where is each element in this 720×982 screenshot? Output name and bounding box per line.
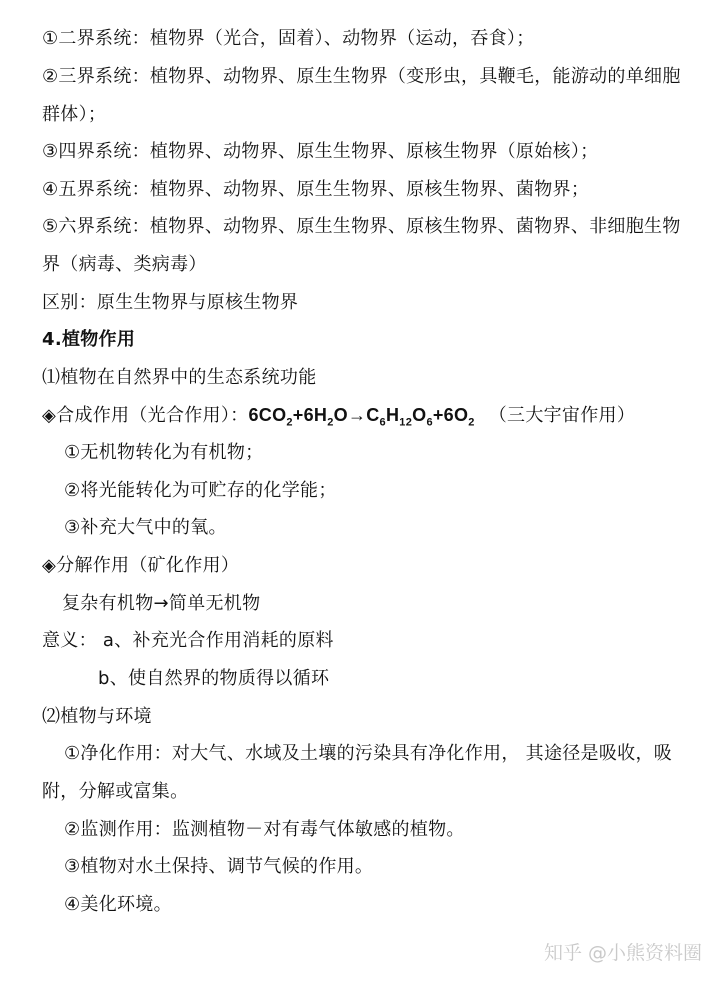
text-line: ①二界系统：植物界（光合，固着）、动物界（运动，吞食）； xyxy=(42,28,535,49)
list-item: ④美化环境。 xyxy=(64,894,172,915)
list-item: ②将光能转化为可贮存的化学能； xyxy=(64,480,337,501)
text-line: ⑤六界系统：植物界、动物界、原生生物界、原核生物界、菌物界、非细胞生物 xyxy=(42,216,681,237)
text-line: 群体）； xyxy=(42,104,107,125)
text-line: ④五界系统：植物界、动物界、原生生物界、原核生物界、菌物界； xyxy=(42,179,590,200)
text-line: ③四界系统：植物界、动物界、原生生物界、原核生物界（原始核）； xyxy=(42,141,599,162)
list-item: ③补充大气中的氧。 xyxy=(64,517,227,538)
formula-label: ◈合成作用（光合作用）： xyxy=(42,405,249,426)
significance-item-a: a、补充光合作用消耗的原料 xyxy=(102,630,334,651)
section-heading: 4.植物作用 xyxy=(42,329,136,350)
formula-line xyxy=(42,404,635,427)
subsection-heading: ⑵植物与环境 xyxy=(42,706,152,727)
formula-note: （三大宇宙作用） xyxy=(488,405,636,426)
text-line: 复杂有机物→简单无机物 xyxy=(62,593,261,614)
significance-line xyxy=(42,630,334,652)
significance-label: 意义： xyxy=(42,630,97,651)
significance-item-b: b、使自然界的物质得以循环 xyxy=(98,668,330,689)
text-line: 附，分解或富集。 xyxy=(42,781,189,802)
text-line: ◈分解作用（矿化作用） xyxy=(42,555,240,576)
subsection-heading: ⑴植物在自然界中的生态系统功能 xyxy=(42,367,317,388)
text-line: 界（病毒、类病毒） xyxy=(42,254,207,275)
list-item: ①净化作用：对大气、水域及土壤的污染具有净化作用， 其途径是吸收，吸 xyxy=(64,743,673,764)
list-item: ②监测作用：监测植物－对有毒气体敏感的植物。 xyxy=(64,819,465,840)
watermark: 知乎 @小熊资料圈 xyxy=(543,942,702,964)
text-line: ②三界系统：植物界、动物界、原生生物界（变形虫，具鞭毛，能游动的单细胞 xyxy=(42,66,681,87)
list-item: ③植物对水土保持、调节气候的作用。 xyxy=(64,856,374,877)
text-line: 区别：原生生物界与原核生物界 xyxy=(42,292,299,313)
photosynthesis-equation: $6CO_2+6H_2O\to C_6H_{12}O_6+6O_2$ xyxy=(248,405,475,429)
list-item: ①无机物转化为有机物； xyxy=(64,442,264,463)
